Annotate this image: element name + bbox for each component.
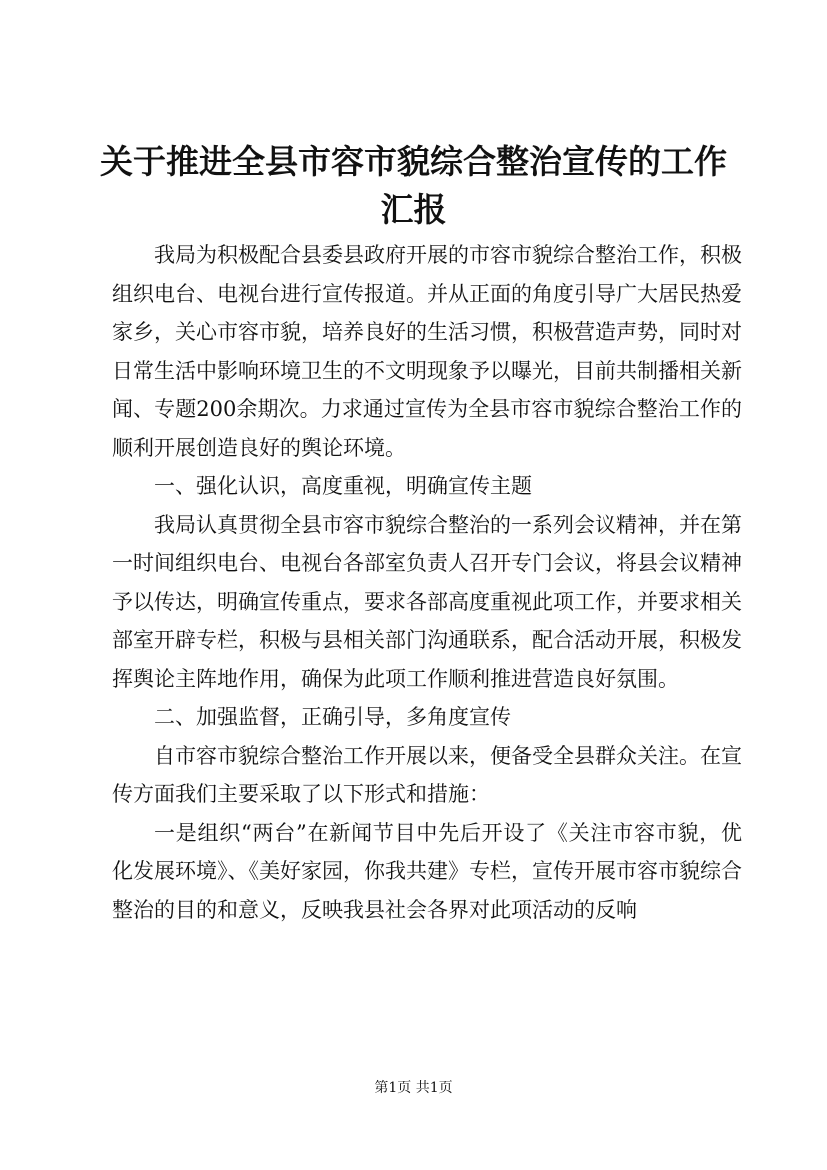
paragraph-intro: 我局为积极配合县委县政府开展的市容市貌综合整治工作，积极组织电台、电视台进行宣传报道。并从正面的角度引导广大居民热爱家乡，关心市容市貌，培养良好的生活习惯，积极营造声势，同时对日常生活中影响环境卫生的不文明现象予以曝光，目前共制播相关新闻、专题200余期次。力求通过宣传为全县市容市貌综合整治工作的顺利开展创造良好的舆论环境。	[112, 243, 742, 460]
paragraph-section-2-intro: 自市容市貌综合整治工作开展以来，便备受全县群众关注。在宣传方面我们主要采取了以下形式和措施：	[112, 743, 742, 806]
paragraph-section-1: 我局认真贯彻全县市容市貌综合整治的一系列会议精神，并在第一时间组织电台、电视台各部室负责人召开专门会议，将县会议精神予以传达，明确宣传重点，要求各部高度重视此项工作，并要求相关部室开辟专栏，积极与县相关部门沟通联系，配合活动开展，积极发挥舆论主阵地作用，确保为此项工作顺利推进营造良好氛围。	[112, 512, 742, 691]
paragraph-measure-1: 一是组织“两台”在新闻节目中先后开设了《关注市容市貌，优化发展环境》、《美好家园，你我共建》专栏，宣传开展市容市貌综合整治的目的和意义，反映我县社会各界对此项活动的反响	[112, 820, 742, 922]
page-footer: 第1页 共1页	[374, 1080, 453, 1096]
section-heading-1: 一、强化认识，高度重视，明确宣传主题	[154, 474, 532, 498]
document-body	[112, 236, 742, 929]
document-title: 关于推进全县市容市貌综合整治宣传的工作汇报	[100, 142, 727, 229]
section-heading-2: 二、加强监督，正确引导，多角度宣传	[154, 705, 511, 729]
